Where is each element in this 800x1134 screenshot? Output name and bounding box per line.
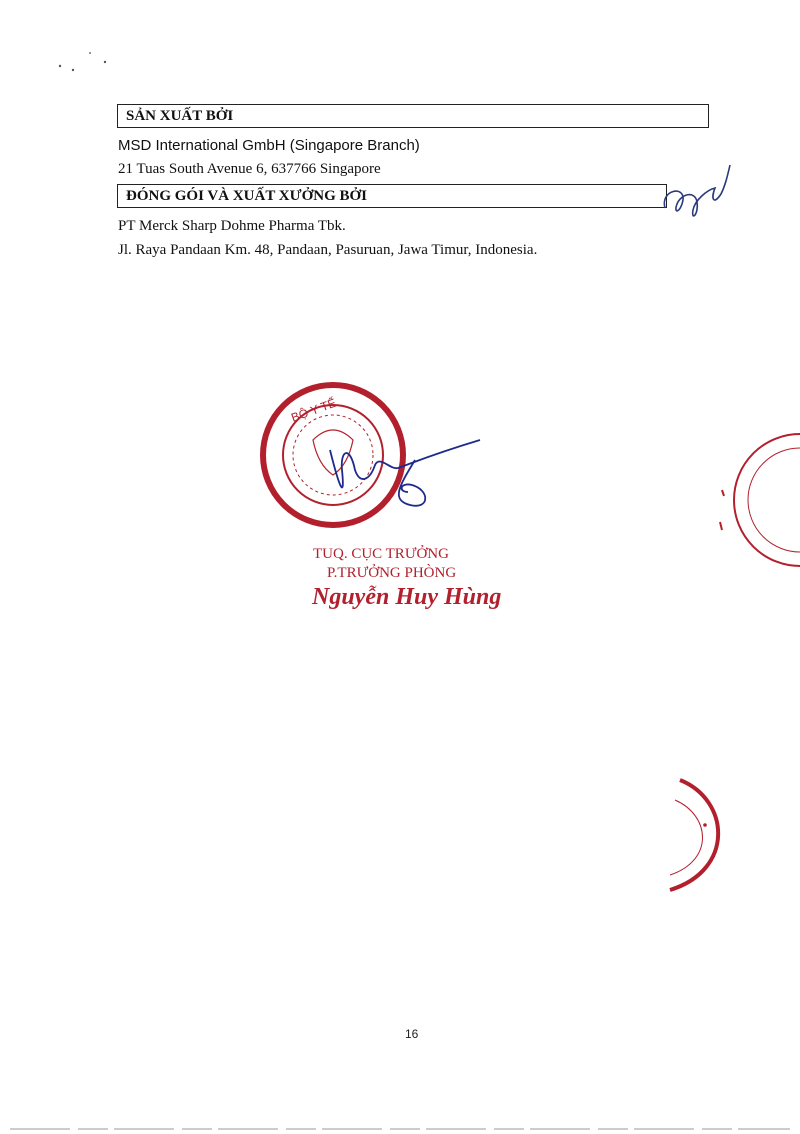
packager-heading-box (117, 184, 667, 208)
packager-name: PT Merck Sharp Dohme Pharma Tbk. (118, 218, 346, 234)
page-number: 16 (405, 1027, 419, 1041)
approval-line-2: P.TRƯỞNG PHÒNG (327, 565, 457, 581)
initials-icon (655, 160, 735, 230)
signer-name: Nguyễn Huy Hùng (312, 584, 502, 610)
approval-line-1: TUQ. CỤC TRƯỞNG (313, 546, 449, 562)
manufacturer-heading-box (117, 104, 709, 128)
packager-address: Jl. Raya Pandaan Km. 48, Pandaan, Pasuruan, Jawa Timur, Indonesia. (118, 242, 538, 258)
partial-seal-lower-icon (660, 770, 730, 900)
signature-icon (320, 430, 490, 520)
scan-edge-line (0, 1128, 800, 1130)
manufacturer-name: MSD International GmbH (Singapore Branch) (118, 137, 420, 154)
manufacturer-address: 21 Tuas South Avenue 6, 637766 Singapore (118, 161, 381, 177)
packager-heading: ĐÓNG GÓI VÀ XUẤT XƯỞNG BỞI (126, 188, 367, 204)
partial-seal-icon (712, 430, 800, 570)
seal-text: BỘ Y TẾ (289, 395, 338, 425)
scan-specks (55, 48, 115, 78)
manufacturer-heading: SẢN XUẤT BỞI (126, 108, 234, 124)
